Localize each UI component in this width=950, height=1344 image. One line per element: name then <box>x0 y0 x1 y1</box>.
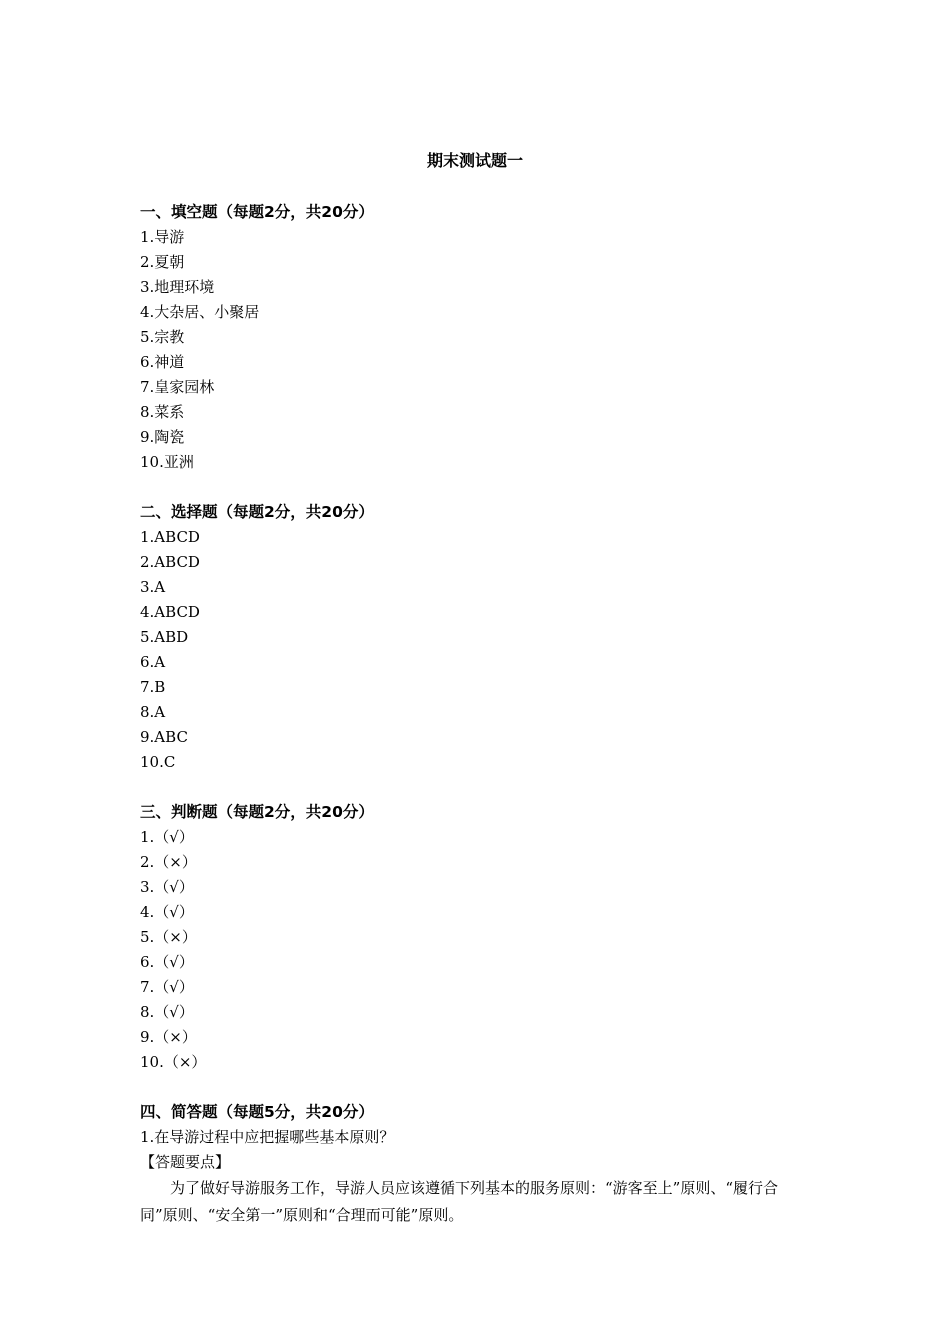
answer-label: 【答题要点】 <box>140 1153 231 1171</box>
section-heading: 一、填空题（每题2分，共20分） <box>140 203 374 221</box>
answer-item: 9.（×） <box>140 1028 197 1046</box>
document-content <box>140 200 810 1254</box>
answer-item: 7.B <box>140 678 166 696</box>
answer-item: 5.宗教 <box>140 328 185 346</box>
section-multiple-choice <box>140 500 810 775</box>
question-text: 1.在导游过程中应把握哪些基本原则？ <box>140 1128 395 1146</box>
document-title: 期末测试题一 <box>426 151 523 170</box>
answer-item: 7.皇家园林 <box>140 378 215 396</box>
answer-item: 7.（√） <box>140 978 194 996</box>
section-true-false <box>140 800 810 1075</box>
answer-item: 1.ABCD <box>140 528 200 546</box>
answer-item: 3.（√） <box>140 878 194 896</box>
answer-item: 10.（×） <box>140 1053 207 1071</box>
answer-item: 6.A <box>140 653 166 671</box>
section-short-answer <box>140 1100 810 1229</box>
answer-item: 8.A <box>140 703 166 721</box>
section-heading: 四、简答题（每题5分，共20分） <box>140 1103 374 1121</box>
answer-item: 8.菜系 <box>140 403 185 421</box>
section-heading: 三、判断题（每题2分，共20分） <box>140 803 374 821</box>
answer-item: 4.大杂居、小聚居 <box>140 303 260 321</box>
answer-item: 10.C <box>140 753 176 771</box>
answer-item: 9.陶瓷 <box>140 428 185 446</box>
answer-item: 4.（√） <box>140 903 194 921</box>
answer-item: 8.（√） <box>140 1003 194 1021</box>
answer-item: 5.ABD <box>140 628 189 646</box>
answer-item: 10.亚洲 <box>140 453 194 471</box>
answer-item: 4.ABCD <box>140 603 200 621</box>
answer-item: 5.（×） <box>140 928 197 946</box>
answer-item: 2.ABCD <box>140 553 200 571</box>
answer-item: 2.（×） <box>140 853 197 871</box>
answer-item: 6.（√） <box>140 953 194 971</box>
section-fill-in-blank <box>140 200 810 475</box>
answer-item: 9.ABC <box>140 728 188 746</box>
answer-paragraph: 为了做好导游服务工作，导游人员应该遵循下列基本的服务原则：“游客至上”原则、“履行合同”原则、“安全第一”原则和“合理而可能”原则。 <box>140 1179 779 1224</box>
answer-item: 1.导游 <box>140 228 185 246</box>
section-heading: 二、选择题（每题2分，共20分） <box>140 503 374 521</box>
answer-item: 2.夏朝 <box>140 253 185 271</box>
answer-item: 6.神道 <box>140 353 185 371</box>
answer-item: 3.地理环境 <box>140 278 215 296</box>
answer-item: 3.A <box>140 578 166 596</box>
answer-item: 1.（√） <box>140 828 194 846</box>
